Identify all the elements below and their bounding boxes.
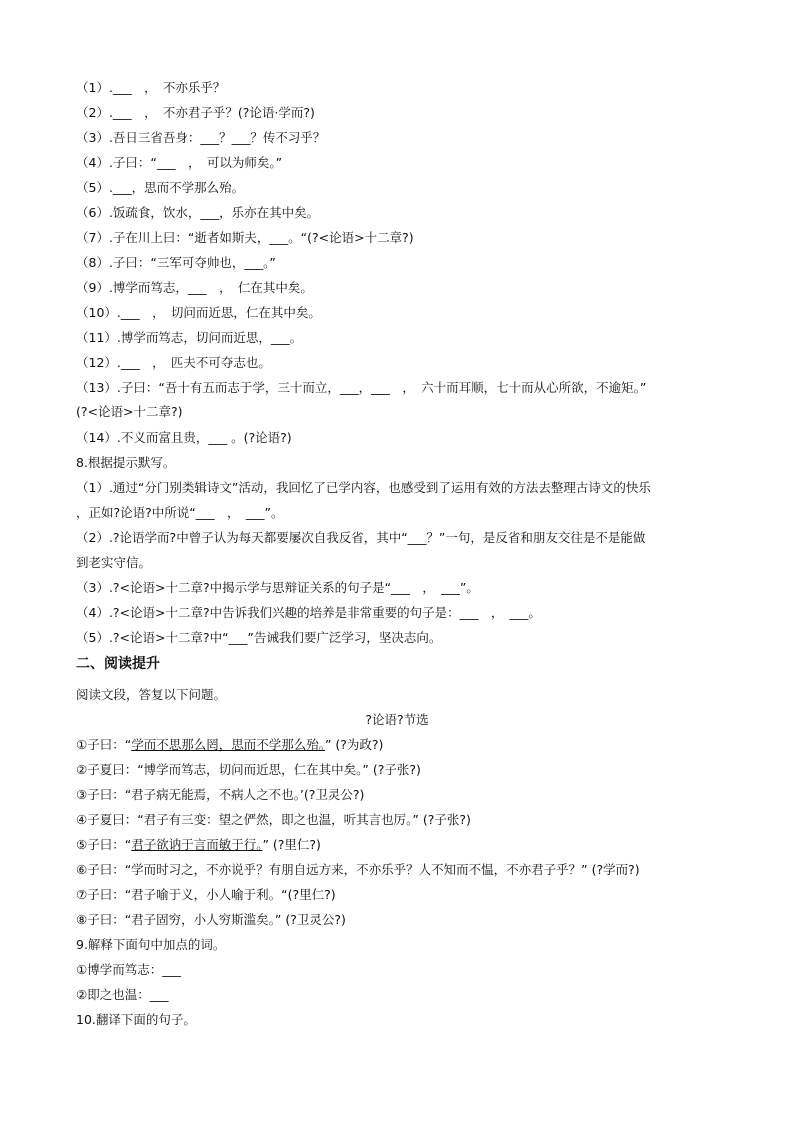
underlined-text: 学而不思那么罔，思而不学那么殆。 — [131, 737, 325, 752]
list-item-continuation: ，正如?论语?中所说“___ ， ___”。 — [76, 505, 284, 520]
list-item: ②即之也温：___ — [76, 987, 169, 1002]
list-item-continuation: 到老实守信。 — [76, 555, 152, 570]
list-item: （3）.吾日三省吾身：___？___？传不习乎？ — [76, 130, 326, 145]
list-item: （4）.?<论语>十二章?中告诉我们兴趣的培养是非常重要的句子是：___ ， ___。 — [76, 605, 541, 620]
list-item: （10）.___ ， 切问而近思，仁在其中矣。 — [76, 305, 321, 320]
list-item: （11）.博学而笃志，切问而近思，___。 — [76, 330, 303, 345]
quote-text: ②子夏曰：“博学而笃志，切问而近思，仁在其中矣。” (?子张?) — [76, 762, 421, 777]
list-item: （14）.不义而富且贵，___ 。(?论语?) — [76, 430, 292, 445]
question-title: 10.翻译下面的句子。 — [76, 1012, 196, 1027]
section-heading: 二、阅读提升 — [76, 656, 160, 672]
quote-line — [76, 812, 471, 828]
quote-text: ⑧子曰：“君子固穷，小人穷斯滥矣。” (?卫灵公?) — [76, 912, 346, 927]
quote-line — [76, 837, 321, 853]
quote-line — [76, 862, 640, 878]
list-item: （13）.子曰：“吾十有五而志于学，三十而立，___，___ ， 六十而耳顺，七十而从心所欲，不逾矩。” — [76, 380, 647, 395]
list-item: （2）.___ ， 不亦君子乎？(?论语·学而?) — [76, 105, 315, 120]
quote-text: ①子曰：“ — [76, 737, 132, 752]
list-item: （1）.通过“分门别类辑诗文”活动，我回忆了已学内容，也感受到了运用有效的方法去整理古诗文的快乐 — [76, 480, 651, 495]
quote-line — [76, 912, 346, 928]
list-item: （4）.子曰：“___ ， 可以为师矣。” — [76, 155, 283, 170]
list-item: ①博学而笃志：___ — [76, 962, 181, 977]
list-item: （5）.?<论语>十二章?中“___”告诫我们要广泛学习，坚决志向。 — [76, 630, 442, 645]
list-item: （7）.子在川上曰：“逝者如斯夫，___。“(?<论语>十二章?) — [76, 230, 414, 245]
quote-line — [76, 737, 383, 753]
list-item: （9）.博学而笃志，___ ， 仁在其中矣。 — [76, 280, 313, 295]
quote-line — [76, 787, 364, 803]
quote-source: ” (?为政?) — [324, 737, 384, 752]
list-item: （6）.饭疏食，饮水，___，乐亦在其中矣。 — [76, 205, 320, 220]
quote-text: ⑤子曰：“ — [76, 837, 132, 852]
list-item-continuation: (?<论语>十二章?) — [76, 404, 183, 419]
quote-text: ③子曰：“君子病无能焉，不病人之不也。’(?卫灵公?) — [76, 787, 365, 802]
quote-text: ⑥子曰：“学而时习之，不亦说乎？有朋自远方来，不亦乐乎？人不知而不愠，不亦君子乎？” (?学而?) — [76, 862, 640, 877]
section-intro: 阅读文段，答复以下问题。 — [76, 687, 227, 702]
underlined-text: 君子欲讷于言而敏于行。 — [131, 837, 263, 852]
quote-line — [76, 762, 421, 778]
question-title: 9.解释下面句中加点的词。 — [76, 937, 226, 952]
quote-line — [76, 887, 336, 903]
quote-text: ⑦子曰：“君子喻于义，小人喻于利。“(?里仁?) — [76, 887, 336, 902]
list-item: （1）.___ ， 不亦乐乎？ — [76, 80, 226, 95]
list-item: （2）.?论语学而?中曾子认为每天都要屡次自我反省，其中“___？”一句，是反省和朋友交往是不是能做 — [76, 530, 646, 545]
passage-title: ?论语?节选 — [365, 712, 429, 727]
question-title: 8.根据提示默写。 — [76, 455, 176, 470]
list-item: （5）.___，思而不学那么殆。 — [76, 180, 245, 195]
quote-source: ” (?里仁?) — [262, 837, 321, 852]
list-item: （8）.子曰：“三军可夺帅也，___。” — [76, 255, 276, 270]
list-item: （3）.?<论语>十二章?中揭示学与思辩证关系的句子是“___ ， ___”。 — [76, 580, 479, 595]
quote-text: ④子夏曰：“君子有三变：望之俨然，即之也温，听其言也厉。” (?子张?) — [76, 812, 471, 827]
list-item: （12）.___ ， 匹夫不可夺志也。 — [76, 355, 271, 370]
